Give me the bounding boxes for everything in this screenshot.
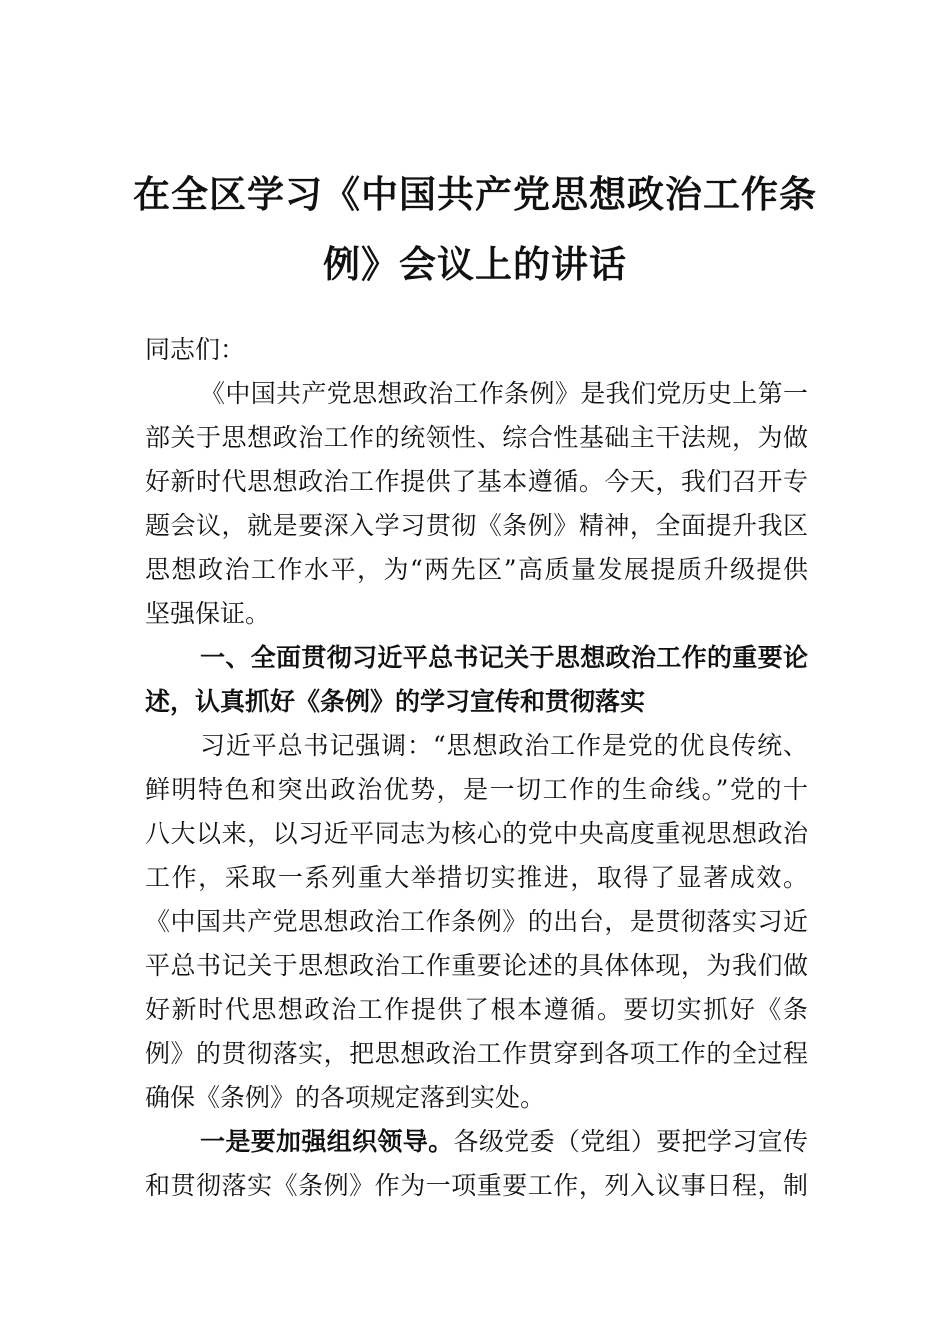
text-line: 《中国共产党思想政治工作条例》的出台，是贯彻落实习近 bbox=[145, 907, 808, 936]
text-line: 八大以来，以习近平同志为核心的党中央高度重视思想政治 bbox=[145, 819, 808, 848]
bold-lead: 一是要加强组织领导。 bbox=[200, 1127, 454, 1156]
paragraph-2 bbox=[145, 724, 808, 1120]
heading-line: 一、全面贯彻习近平总书记关于思想政治工作的重要论 bbox=[200, 643, 808, 672]
document-title bbox=[100, 160, 850, 300]
document-body bbox=[145, 328, 808, 1208]
text-line: 好新时代思想政治工作提供了基本遵循。今天，我们召开专 bbox=[145, 467, 808, 496]
text-span: 各级党委（党组）要把学习宣传 bbox=[453, 1127, 808, 1156]
title-line-1: 在全区学习《中国共产党思想政治工作条 bbox=[133, 173, 817, 216]
paragraph-3 bbox=[145, 1120, 808, 1208]
text-line: 部关于思想政治工作的统领性、综合性基础主干法规，为做 bbox=[145, 423, 808, 452]
salutation: 同志们： bbox=[145, 335, 246, 364]
text-line: 坚强保证。 bbox=[145, 599, 271, 628]
text-line: 确保《条例》的各项规定落到实处。 bbox=[145, 1083, 546, 1112]
title-line-2: 例》会议上的讲话 bbox=[323, 243, 627, 286]
text-line: 《中国共产党思想政治工作条例》是我们党历史上第一 bbox=[200, 379, 808, 408]
text-line: 题会议，就是要深入学习贯彻《条例》精神，全面提升我区 bbox=[145, 511, 808, 540]
text-line: 鲜明特色和突出政治优势，是一切工作的生命线。”党的十 bbox=[145, 775, 808, 804]
heading-line: 述，认真抓好《条例》的学习宣传和贯彻落实 bbox=[145, 687, 646, 716]
text-line: 工作，采取一系列重大举措切实推进，取得了显著成效。 bbox=[145, 863, 808, 892]
text-line bbox=[145, 1120, 808, 1164]
text-line: 例》的贯彻落实，把思想政治工作贯穿到各项工作的全过程 bbox=[145, 1039, 808, 1068]
text-line: 好新时代思想政治工作提供了根本遵循。要切实抓好《条 bbox=[145, 995, 808, 1024]
section-heading-1 bbox=[145, 636, 808, 724]
text-line: 平总书记关于思想政治工作重要论述的具体体现，为我们做 bbox=[145, 951, 808, 980]
paragraph-intro bbox=[145, 372, 808, 636]
text-line: 习近平总书记强调：“思想政治工作是党的优良传统、 bbox=[200, 731, 808, 760]
text-line: 和贯彻落实《条例》作为一项重要工作，列入议事日程，制 bbox=[145, 1171, 808, 1200]
text-line: 思想政治工作水平，为“两先区”高质量发展提质升级提供 bbox=[145, 555, 808, 584]
